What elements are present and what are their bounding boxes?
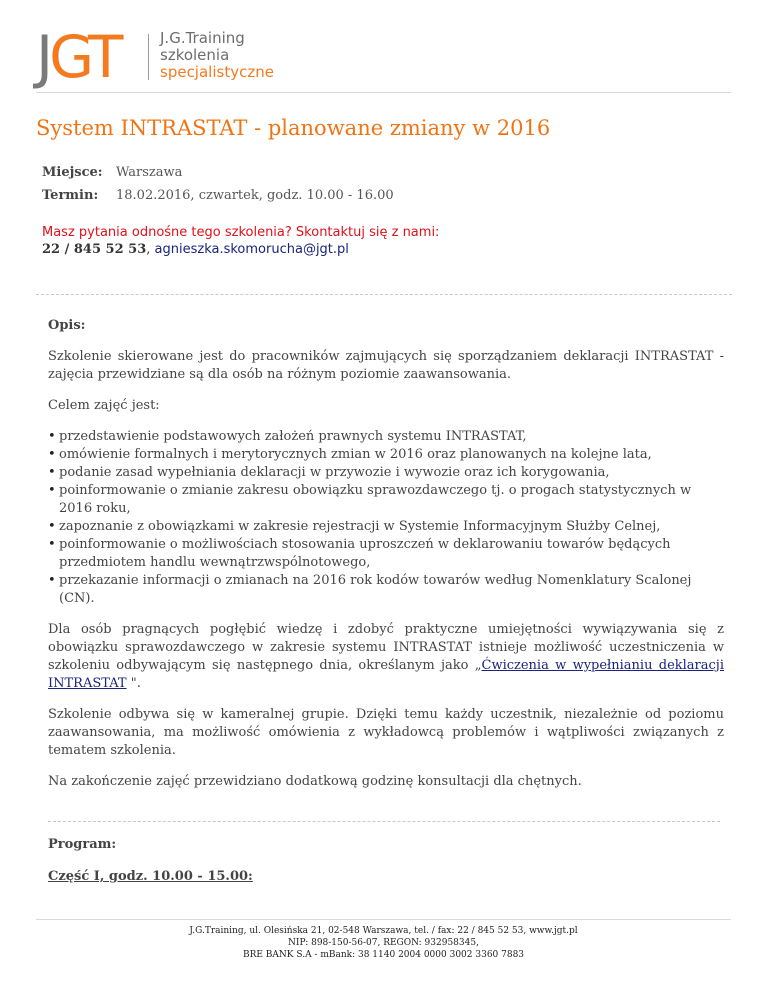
logo-line-specjalistyczne: specjalistyczne [160,63,274,81]
contact-line [42,242,349,257]
contact-phone: 22 / 845 52 53 [42,242,147,257]
logo-letter-g: G [49,23,88,91]
page-header [36,23,731,93]
meta-term [42,188,394,203]
description-label: Opis: [48,318,86,333]
description-intro: Szkolenie skierowane jest do pracowników zajmujących się sporządzaniem deklaracji INTRASTAT - zajęcia przewidziane są dla osób na różnym poziomie zaawansowania. [48,349,724,382]
section-divider [36,294,732,295]
list-item: • zapoznanie z obowiązkami w zakresie rejestracji w Systemie Informacyjnym Służby Celnej, [59,518,724,536]
term-value: 18.02.2016, czwartek, godz. 10.00 - 16.00 [116,188,394,203]
meta-place [42,165,182,180]
goals-list [48,428,724,608]
section-divider [48,821,720,822]
logo-letter-t: T [88,23,120,91]
logo-wordmark [160,30,274,81]
company-logo[interactable] [36,23,120,91]
contact-separator: , [146,242,155,257]
list-item: • podanie zasad wypełniania deklaracji w przywozie i wywozie oraz ich korygowania, [59,464,724,482]
list-item: • przekazanie informacji o zmianach na 2016 rok kodów towarów według Nomenklatury Scalonej (CN). [59,572,724,608]
footer-bank: BRE BANK S.A - mBank: 38 1140 2004 0000 3002 3360 7883 [242,950,525,960]
footer-tax-ids: NIP: 898-150-56-07, REGON: 932958345, [288,938,479,948]
logo-divider [148,34,149,80]
training-title: System INTRASTAT - planowane zmiany w 2016 [36,116,551,140]
page-footer [36,919,731,961]
goals-heading: Celem zajęć jest: [48,398,160,413]
list-item: • przedstawienie podstawowych założeń prawnych systemu INTRASTAT, [59,428,724,446]
list-item: • poinformowanie o zmianie zakresu obowiązku sprawozdawczego tj. o progach statystycznych w 2016 roku, [59,482,724,518]
contact-email-link[interactable]: agnieszka.skomorucha@jgt.pl [154,242,349,257]
logo-letter-j: J [36,23,50,91]
footer-address: J.G.Training, ul. Olesińska 21, 02-548 Warszawa, tel. / fax: 22 / 845 52 53, www.jgt.pl [189,926,578,936]
description-section [48,317,724,791]
logo-line-company: J.G.Training [160,29,245,47]
list-item: • poinformowanie o możliwościach stosowania uproszczeń w deklarowaniu towarów będących przedmiotem handlu wewnątrzwspólnotowego, [59,536,724,572]
logo-line-szkolenia: szkolenia [160,46,230,64]
place-label: Miejsce: [42,165,103,180]
place-value: Warszawa [116,165,183,180]
practice-text-end: ". [126,676,141,691]
program-label: Program: [48,837,117,852]
group-paragraph: Szkolenie odbywa się w kameralnej grupie. Dzięki temu każdy uczestnik, niezależnie od poziomu zaawansowania, ma możliwość omówienia z wykładowcą problemów i wątpliwości związanych z tematem szkolenia. [48,707,724,758]
program-section [48,836,724,886]
list-item: • omówienie formalnych i merytorycznych zmian w 2016 oraz planowanych na kolejne lata, [59,446,724,464]
program-part-heading: Część I, godz. 10.00 - 15.00: [48,869,253,884]
practice-text: Dla osób pragnących pogłębić wiedzę i zdobyć praktyczne umiejętności wywiązywania się z obowiązku sprawozdawczego w zakresie systemu INTRASTAT istnieje możliwość uczestniczenia w szkoleniu odbywającym się następnego dnia, określanym jako „ [48,622,724,673]
practice-paragraph [48,621,724,693]
consult-paragraph: Na zakończenie zajęć przewidziano dodatkową godzinę konsultacji dla chętnych. [48,774,582,789]
contact-question: Masz pytania odnośne tego szkolenia? Skontaktuj się z nami: [42,225,440,240]
term-label: Termin: [42,188,99,203]
practice-course-link[interactable]: Ćwiczenia w wypełnianiu deklaracji INTRASTAT [48,658,724,691]
